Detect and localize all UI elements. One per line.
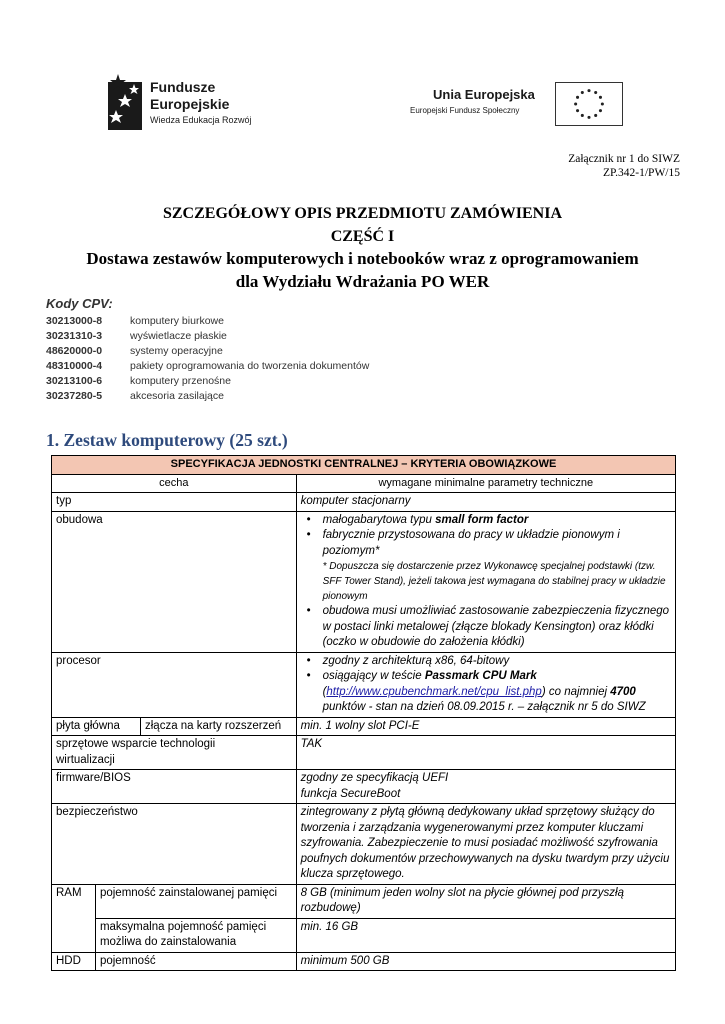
- row-label: typ: [52, 493, 297, 512]
- bullet-item: • obudowa musi umożliwiać zastosowanie zabezpieczenia fizycznego w postaci linki metalowej (złącze blokady Kensington) oraz kłódki (oczko w obudowie do założenia kłódki): [301, 604, 671, 651]
- bullet-item: • fabrycznie przystosowana do pracy w układzie pionowym i poziomym*: [301, 528, 671, 559]
- bullet-text: ) co najmniej: [541, 685, 611, 698]
- row-sublabel: pojemność: [95, 952, 296, 971]
- column-params: wymagane minimalne parametry techniczne: [296, 474, 675, 493]
- row-label: bezpieczeństwo: [52, 804, 297, 885]
- row-label: RAM: [52, 884, 96, 952]
- attachment-line1: Załącznik nr 1 do SIWZ: [568, 153, 680, 165]
- bullet-bold: Passmark CPU Mark: [424, 670, 537, 682]
- cpv-row: [46, 374, 369, 389]
- row-value: [296, 652, 675, 717]
- table-row: [52, 804, 676, 885]
- row-value: zintegrowany z płytą główną dedykowany układ sprzętowy służący do tworzenia i zarządzania wygenerowanymi przez komputer kluczami szyfrowania. Zabezpieczenie to musi posiadać możliwość szyfrowania poufnych dokumentów przechowywanych na dysku twardym przy użyciu klucza sprzętowego.: [296, 804, 675, 885]
- cpubenchmark-link[interactable]: http://www.cpubenchmark.net/cpu_list.php: [326, 685, 542, 698]
- bullet-text: punktów - stan na dzień 08.09.2015 r. – załącznik nr 5 do SIWZ: [322, 701, 646, 713]
- row-value: komputer stacjonarny: [296, 493, 675, 512]
- table-row: [52, 918, 676, 952]
- table-header-row: [52, 456, 676, 475]
- cpv-desc: komputery biurkowe: [130, 315, 224, 327]
- cpv-row: [46, 344, 369, 359]
- table-row: [52, 770, 676, 804]
- cpv-desc: systemy operacyjne: [130, 345, 223, 357]
- table-subheader-row: [52, 474, 676, 493]
- bullet-item: • zgodny z architekturą x86, 64-bitowy: [301, 654, 671, 670]
- row-label: firmware/BIOS: [52, 770, 297, 804]
- cpv-code: 30237280-5: [46, 390, 103, 402]
- row-value: 8 GB (minimum jeden wolny slot na płycie głównej pod przyszłą rozbudowę): [296, 884, 675, 918]
- cpv-row: [46, 389, 369, 404]
- row-value: min. 1 wolny slot PCI-E: [296, 717, 675, 736]
- row-label: HDD: [52, 952, 96, 971]
- eu-flag-icon: [555, 82, 623, 126]
- cpv-code: 48310000-4: [46, 360, 103, 372]
- row-value: minimum 500 GB: [296, 952, 675, 971]
- table-header: SPECYFIKACJA JEDNOSTKI CENTRALNEJ – KRYTERIA OBOWIĄZKOWE: [52, 456, 676, 475]
- row-value: min. 16 GB: [296, 918, 675, 952]
- score-value: 4700: [610, 685, 636, 698]
- table-row: [52, 736, 676, 770]
- row-value: [296, 770, 675, 804]
- row-label: [52, 717, 297, 736]
- cpv-code: 30213100-6: [46, 375, 103, 387]
- row-sublabel: pojemność zainstalowanej pamięci: [95, 884, 296, 918]
- unia-europejska-logo: [410, 82, 620, 126]
- bios-value-1: zgodny ze specyfikacją UEFI: [300, 772, 449, 784]
- table-row: [52, 952, 676, 971]
- bullet-text: małogabarytowa typu: [322, 513, 436, 526]
- row-label: obudowa: [52, 511, 297, 652]
- table-row: [52, 884, 676, 918]
- row-value: TAK: [296, 736, 675, 770]
- logo-ue-line1: Unia Europejska: [433, 87, 535, 102]
- title-line3: Dostawa zestawów komputerowych i notebooków wraz z oprogramowaniem: [86, 249, 639, 268]
- row-sublabel: maksymalna pojemność pamięci możliwa do zainstalowania: [95, 918, 296, 952]
- logo-fe-line1: Fundusze: [150, 79, 216, 95]
- logo-ue-line2: Europejski Fundusz Społeczny: [410, 106, 520, 115]
- cpv-desc: wyświetlacze płaskie: [130, 330, 227, 342]
- cpv-desc: pakiety oprogramowania do tworzenia dokumentów: [130, 360, 370, 372]
- cpv-row: [46, 359, 369, 374]
- stars-flag-icon: [108, 72, 142, 130]
- table-row: [52, 652, 676, 717]
- attachment-reference: [568, 152, 680, 180]
- bullet-text: osiągający w teście: [322, 670, 425, 682]
- cpv-desc: komputery przenośne: [130, 375, 231, 387]
- cpv-desc: akcesoria zasilające: [130, 390, 224, 402]
- column-feature: cecha: [52, 474, 297, 493]
- title-line4: dla Wydziału Wdrażania PO WER: [235, 271, 490, 291]
- paren-open: (: [322, 685, 327, 698]
- row-value: [296, 511, 675, 652]
- cpv-code: 30213000-8: [46, 315, 103, 327]
- logo-fe-line3: Wiedza Edukacja Rozwój: [150, 115, 252, 125]
- attachment-line2: ZP.342-1/PW/15: [603, 167, 680, 179]
- row-label: sprzętowe wsparcie technologii wirtualizacji: [52, 736, 297, 770]
- row-label-sub: złącza na karty rozszerzeń: [145, 719, 282, 732]
- cpv-codes: [46, 296, 369, 404]
- fundusze-europejskie-logo: [108, 72, 278, 132]
- row-label-main: płyta główna: [52, 718, 141, 736]
- cpv-code: 30231310-3: [46, 330, 103, 342]
- title-line2: CZĘŚĆ I: [330, 227, 395, 245]
- section-heading: 1. Zestaw komputerowy (25 szt.): [46, 430, 288, 450]
- document-title: [0, 203, 725, 293]
- table-row: [52, 511, 676, 652]
- cpv-code: 48620000-0: [46, 345, 103, 357]
- cpv-row: [46, 329, 369, 344]
- bullet-item: [301, 513, 671, 529]
- bullet-bold: small form factor: [435, 513, 529, 526]
- table-row: [52, 717, 676, 736]
- title-line1: SZCZEGÓŁOWY OPIS PRZEDMIOTU ZAMÓWIENIA: [162, 205, 562, 222]
- logo-fe-line2: Europejskie: [150, 96, 230, 112]
- cpv-row: [46, 314, 369, 329]
- bios-value-2: funkcja SecureBoot: [300, 787, 401, 800]
- table-row: [52, 493, 676, 512]
- footnote: * Dopuszcza się dostarczenie przez Wykonawcę specjalnej podstawki (tzw. SFF Tower Stand), jeżeli takowa jest wymagana do stabilnej pracy w układzie pionowym: [322, 561, 666, 602]
- specification-table: [51, 455, 676, 971]
- bullet-item: [301, 669, 671, 716]
- row-label: procesor: [52, 652, 297, 717]
- cpv-heading: Kody CPV:: [46, 296, 113, 311]
